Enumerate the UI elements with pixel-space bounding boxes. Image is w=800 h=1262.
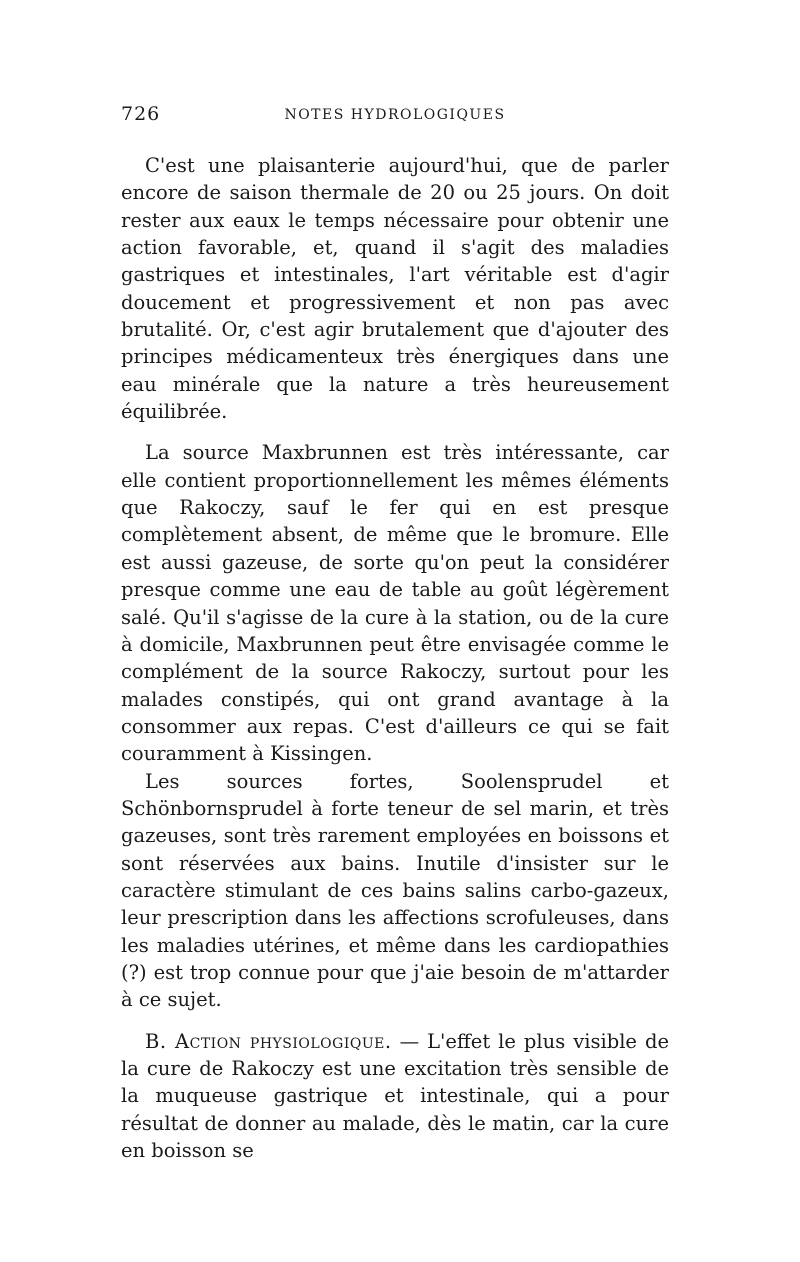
paragraph-saison-thermale: C'est une plaisanterie aujourd'hui, que de parler encore de saison thermale de 20 ou 25 jours. On doit rester aux eaux le temps nécessaire pour obtenir une action favorable, et, quand il s'agit des maladies gastriques et intestinales, l'art véritable est d'agir doucement et progressivement et non pas avec brutalité. Or, c'est agir brutalement que d'ajouter des principes médicamenteux très énergiques dans une eau minérale que la nature a très heureusement équilibrée. xyxy=(121,154,669,424)
page-body xyxy=(121,152,669,1164)
paragraph-sources-fortes: Les sources fortes, Soolensprudel et Schönbornsprudel à forte teneur de sel marin, et très gazeuses, sont très rarement employées en boissons et sont réservées aux bains. Inutile d'insister sur le caractère stimulant de ces bains salins carbo-gazeux, leur prescription dans les affections scrofuleuses, dans les maladies utérines, et même dans les cardiopathies (?) est trop connue pour que j'aie besoin de m'attarder à ce sujet. xyxy=(121,769,669,1012)
page-header xyxy=(121,103,669,129)
paragraph-maxbrunnen: La source Maxbrunnen est très intéressante, car elle contient proportionnellement les mêmes éléments que Rakoczy, sauf le fer qui en est presque complètement absent, de même que le bromure. Elle est aussi gazeuse, de sorte qu'on peut la considérer presque comme une eau de table au goût légèrement salé. Qu'il s'agisse de la cure à la station, ou de la cure à domicile, Maxbrunnen peut être envisagée comme le complément de la source Rakoczy, surtout pour les malades constipés, qui ont grand avantage à la consommer aux repas. C'est d'ailleurs ce qui se fait couramment à Kissingen. xyxy=(121,441,669,766)
paragraph-text: — L'effet le plus visible de la cure de Rakoczy est une excitation très sensible de la muqueuse gastrique et intestinale, qui a pour résultat de donner au malade, dès le matin, car la cure en boisson se xyxy=(121,1029,669,1163)
section-heading: B. Action physiologique. xyxy=(145,1029,392,1053)
page-number: 726 xyxy=(121,103,161,125)
paragraph-action-physiologique xyxy=(121,1028,669,1165)
running-title: NOTES HYDROLOGIQUES xyxy=(284,107,506,123)
